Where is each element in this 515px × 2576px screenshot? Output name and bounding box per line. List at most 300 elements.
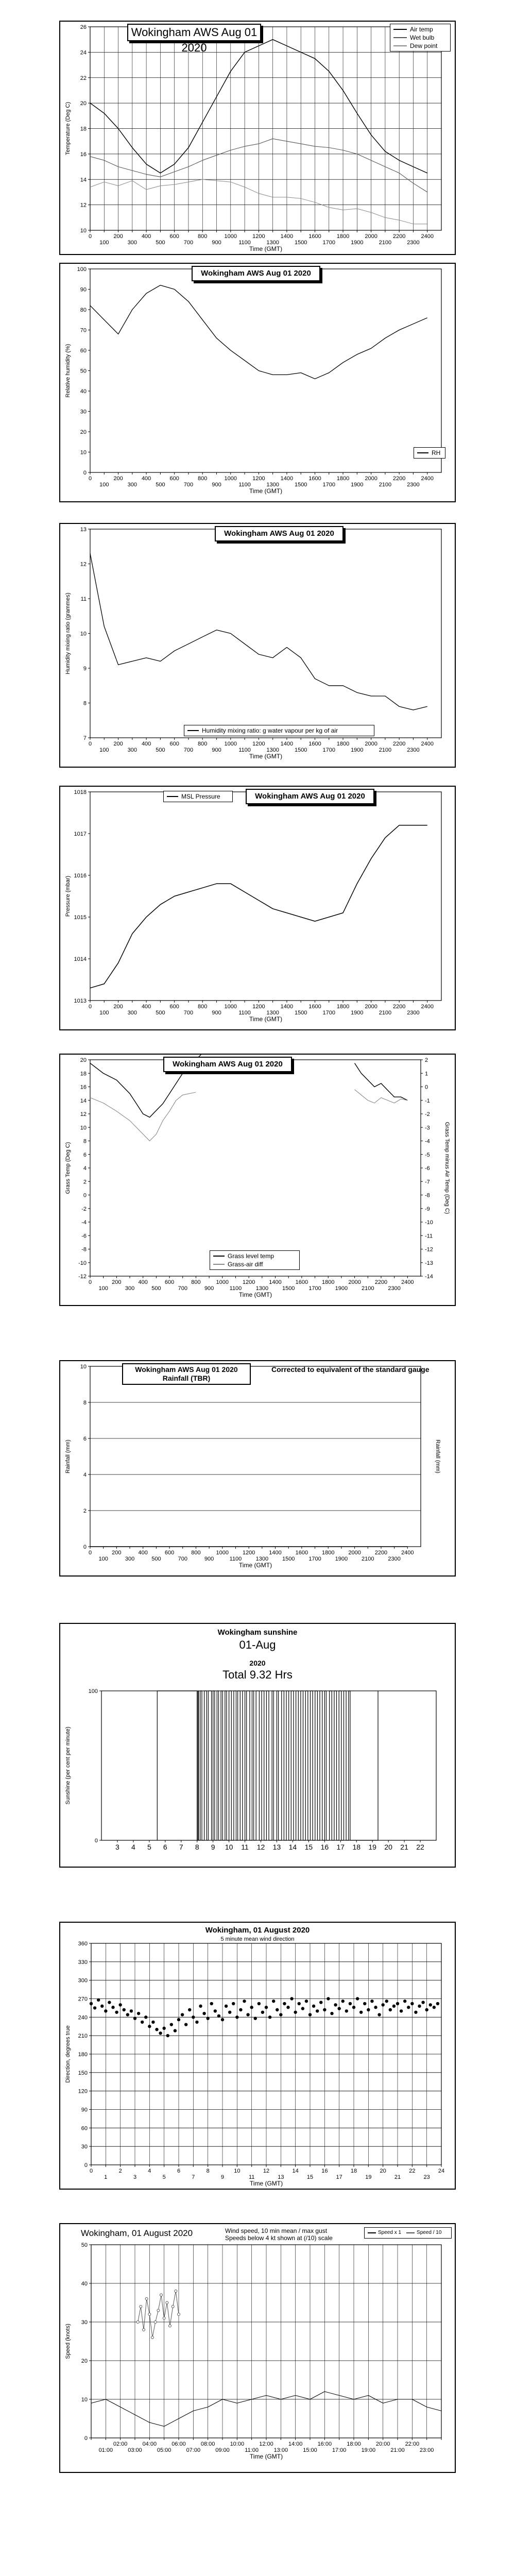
x-tick-label: 0 [88, 476, 92, 482]
x-tick-label: 2100 [379, 482, 392, 488]
x-tick-label: 0 [88, 233, 92, 240]
data-point [175, 2290, 177, 2293]
y-axis [65, 789, 90, 1004]
y-tick-label: 1014 [74, 956, 87, 962]
data-point [268, 2015, 271, 2019]
x-axis [91, 2438, 441, 2460]
y-tick-label: 60 [80, 348, 87, 354]
x-tick-label: 600 [169, 741, 179, 747]
data-point [246, 2013, 249, 2016]
x-tick-label: 800 [198, 476, 208, 482]
x-tick-label: 100 [98, 1285, 108, 1292]
x-tick-label: 2200 [374, 1279, 388, 1285]
data-point [206, 2017, 209, 2020]
legend-item: Humidity mixing ratio: g water vapour per kg of air [187, 726, 371, 735]
y-axis-label: Grass Temp (Deg C) [65, 1142, 71, 1194]
x-tick-label: 11 [248, 2174, 255, 2180]
x-tick-label: 2300 [407, 482, 420, 488]
y-axis-label-right: Rainfall (mm) [435, 1439, 441, 1473]
y-tick-label: 4 [83, 1165, 87, 1172]
chart-date: 01-Aug [239, 1638, 276, 1651]
x-tick-label: 12 [256, 1843, 265, 1851]
y-tick-label: 90 [81, 2107, 88, 2113]
x-tick-label: 15:00 [303, 2447, 317, 2453]
y-tick-label: 80 [80, 307, 87, 313]
x-tick-label: 1400 [280, 1004, 294, 1010]
x-tick-label: 900 [212, 1010, 221, 1016]
data-point [377, 2013, 381, 2016]
data-point [141, 2021, 144, 2024]
x-tick-label: 17:00 [332, 2447, 347, 2453]
x-tick-label: 2000 [365, 1004, 377, 1010]
legend-item: Dew point [393, 42, 447, 50]
chart-title [122, 1363, 251, 1385]
x-tick-label: 400 [141, 741, 151, 747]
y-tick-label: 24 [80, 49, 87, 56]
x-tick-label: 1300 [266, 240, 279, 246]
x-tick-label: 24 [438, 2168, 445, 2174]
x-tick-label: 600 [164, 1279, 175, 1285]
data-point [151, 2021, 154, 2024]
plot-area [90, 1060, 421, 1276]
x-tick-label: 1600 [308, 741, 321, 747]
x-tick-label: 1700 [322, 482, 336, 488]
x-tick-label: 1600 [308, 1004, 321, 1010]
x-tick-label: 200 [112, 1550, 122, 1556]
data-point [157, 2309, 160, 2312]
x-tick-label: 1100 [238, 240, 251, 246]
x-tick-label: 1100 [238, 482, 251, 488]
data-point [118, 2003, 122, 2006]
x-tick-label: 1700 [322, 1010, 336, 1016]
data-point [171, 2306, 174, 2308]
data-point [239, 2008, 242, 2011]
data-point [210, 2002, 213, 2005]
chart-subtitle: Rainfall (TBR) [162, 1374, 211, 1382]
chart-year: 2020 [249, 1659, 266, 1667]
legend-item: Speed x 1 Speed / 10 [368, 2229, 448, 2237]
x-tick-label: 100 [99, 747, 109, 753]
x-tick-label: 1400 [280, 476, 294, 482]
x-tick-label: 1000 [224, 233, 237, 240]
x-tick-label: 9 [211, 1843, 215, 1851]
y-tick-label-right: -13 [425, 1260, 433, 1266]
x-tick-label: 1000 [224, 741, 237, 747]
data-point [286, 2006, 289, 2009]
x-tick-label: 2000 [348, 1279, 361, 1285]
data-point [228, 2011, 231, 2014]
y-tick-label: 90 [80, 286, 87, 293]
x-tick-label: 23 [423, 2174, 430, 2180]
x-tick-label: 1800 [336, 1004, 350, 1010]
x-axis [89, 472, 434, 495]
humidity-chart-panel [59, 263, 456, 502]
data-point [429, 2003, 432, 2006]
x-tick-label: 03:00 [128, 2447, 142, 2453]
x-tick-label: 0 [88, 741, 92, 747]
x-tick-label: 06:00 [171, 2441, 186, 2447]
x-axis [89, 1547, 414, 1569]
y-tick-label-right: 1 [425, 1071, 428, 1077]
y-tick-label: 22 [80, 75, 87, 81]
legend-item: Grass level temp [213, 1252, 296, 1260]
y-tick-label: 10 [80, 631, 87, 637]
y-tick-label: 20 [80, 1057, 87, 1063]
data-point [181, 2013, 184, 2016]
chart-title: Wokingham AWS Aug 01 2020 [215, 526, 344, 541]
data-point [155, 2028, 158, 2031]
x-tick-label: 16 [321, 2168, 328, 2174]
data-point [276, 2008, 279, 2011]
data-point [436, 2002, 439, 2005]
data-point [174, 2029, 177, 2032]
series-line [355, 1090, 408, 1103]
data-point [166, 2034, 169, 2037]
data-point [148, 2025, 151, 2028]
x-tick-label: 13 [272, 1843, 281, 1851]
x-tick-label: 900 [212, 747, 221, 753]
legend [364, 2227, 452, 2239]
data-point [356, 1997, 359, 2000]
chart-title: Wokingham sunshine [217, 1628, 298, 1637]
x-tick-label: 2300 [407, 240, 420, 246]
x-tick-label: 2200 [392, 1004, 406, 1010]
data-point [136, 2321, 139, 2324]
chart-title: Wokingham, 01 August 2020 [81, 2228, 193, 2238]
x-tick-label: 21:00 [390, 2447, 405, 2453]
x-tick-label: 18:00 [347, 2441, 361, 2447]
x-tick-label: 700 [178, 1556, 187, 1562]
x-axis [89, 230, 434, 252]
y-axis-label: Sunshine (per cent per minute) [65, 1726, 71, 1805]
data-point [385, 1999, 388, 2003]
y-axis [65, 2242, 91, 2442]
data-point [290, 1997, 293, 2000]
x-tick-label: 12 [263, 2168, 270, 2174]
y-axis-label: Rainfall (mm) [65, 1439, 71, 1473]
legend-item: Air temp [393, 25, 447, 33]
chart-note: Corrected to equivalent of the standard gauge [271, 1365, 430, 1374]
x-tick-label: 1300 [266, 747, 279, 753]
data-point [272, 1999, 275, 2003]
data-point [396, 2002, 399, 2005]
x-tick-label: 400 [138, 1279, 148, 1285]
x-tick-label: 21 [394, 2174, 401, 2180]
x-axis [89, 1276, 414, 1298]
y-tick-label: 40 [80, 388, 87, 395]
y-axis-label: Temperature (Deg C) [65, 101, 71, 156]
chart-title: Wokingham AWS Aug 01 2020 [192, 266, 320, 281]
data-point [202, 2012, 205, 2015]
y-tick-label: 100 [88, 1688, 98, 1694]
data-point [170, 2023, 173, 2026]
data-point [319, 2001, 322, 2004]
data-point [250, 2006, 253, 2009]
data-point [254, 2017, 257, 2020]
data-point [341, 1999, 345, 2003]
y-tick-label: 1017 [74, 831, 87, 837]
x-tick-label: 100 [99, 482, 109, 488]
x-tick-label: 07:00 [186, 2447, 201, 2453]
data-point [159, 2031, 162, 2035]
data-point [345, 2009, 348, 2012]
x-tick-label: 6 [163, 1843, 167, 1851]
data-point [367, 2008, 370, 2011]
y-tick-label: 10 [80, 1364, 87, 1370]
x-tick-label: 1800 [321, 1279, 335, 1285]
x-tick-label: 2 [118, 2168, 122, 2174]
x-tick-label: 1900 [335, 1556, 348, 1562]
x-tick-label: 2300 [388, 1556, 401, 1562]
x-tick-label: 2400 [401, 1550, 414, 1556]
chart-title: Wokingham, 01 August 2020 [205, 1926, 310, 1935]
x-tick-label: 900 [212, 240, 221, 246]
x-tick-label: 1000 [224, 1004, 237, 1010]
x-tick-label: 17 [336, 2174, 342, 2180]
x-tick-label: 400 [138, 1550, 148, 1556]
x-tick-label: 2200 [392, 233, 406, 240]
x-tick-label: 9 [220, 2174, 225, 2180]
x-tick-label: 1900 [351, 1010, 364, 1016]
x-tick-label: 04:00 [142, 2441, 157, 2447]
x-tick-label: 8 [206, 2168, 210, 2174]
x-tick-label: 13:00 [273, 2447, 288, 2453]
data-point [199, 2005, 202, 2008]
data-point [403, 1999, 406, 2003]
y-tick-label: 20 [80, 100, 87, 107]
chart-title: Wokingham AWS Aug 01 2020 [163, 1057, 292, 1072]
x-tick-label: 1800 [336, 233, 350, 240]
data-point [327, 1997, 330, 2000]
x-tick-label: 4 [148, 2168, 151, 2174]
series-line [355, 1063, 408, 1100]
x-tick-label: 800 [191, 1279, 201, 1285]
x-tick-label: 800 [198, 1004, 208, 1010]
y-tick-label: 8 [83, 1400, 87, 1406]
x-tick-label: 18 [352, 1843, 361, 1851]
data-point [308, 2013, 312, 2016]
data-point [221, 2018, 224, 2021]
data-point [144, 2015, 147, 2019]
data-point [407, 2006, 410, 2009]
data-point [305, 1999, 308, 2003]
data-point [359, 2011, 363, 2014]
x-tick-label: 5 [147, 1843, 151, 1851]
y-tick-label: 8 [83, 1138, 87, 1145]
y-tick-label-right: -12 [425, 1246, 433, 1253]
x-tick-label: 1100 [229, 1556, 242, 1562]
data-point [93, 2006, 96, 2009]
x-tick-label: 1000 [224, 476, 237, 482]
plot-area [90, 1366, 421, 1547]
x-tick-label: 20 [384, 1843, 392, 1851]
wind-direction-chart-panel [59, 1922, 456, 2190]
data-point [389, 2008, 392, 2011]
x-tick-label: 2400 [421, 233, 434, 240]
x-axis-label: Time (GMT) [238, 1562, 272, 1569]
x-tick-label: 1500 [294, 1010, 307, 1016]
x-tick-label: 1600 [295, 1550, 308, 1556]
x-tick-label: 400 [141, 233, 151, 240]
x-tick-label: 600 [169, 476, 179, 482]
x-tick-label: 1 [104, 2174, 108, 2180]
legend [163, 791, 233, 802]
chart-title: Wokingham AWS Aug 01 2020 [127, 24, 261, 41]
data-point [374, 2006, 377, 2009]
data-point [235, 2015, 238, 2019]
data-point [115, 2011, 118, 2014]
x-tick-label: 0 [88, 1279, 92, 1285]
x-tick-label: 2400 [401, 1279, 414, 1285]
y-tick-label: 330 [78, 1959, 88, 1965]
y-tick-label: -12 [78, 1274, 87, 1280]
x-tick-label: 20 [380, 2168, 386, 2174]
x-tick-label: 2100 [379, 747, 392, 753]
y-tick-label: 30 [80, 409, 87, 415]
x-tick-label: 15 [306, 2174, 314, 2180]
data-point [111, 2006, 114, 2009]
legend [210, 1250, 300, 1270]
series-line [90, 553, 427, 710]
data-point [166, 2301, 168, 2304]
y-tick-label: -4 [81, 1219, 87, 1226]
y-tick-label: 0 [83, 1192, 87, 1199]
y-tick-label: 50 [80, 368, 87, 375]
y-tick-label: 18 [80, 126, 87, 132]
legend-item: Grass-air diff [213, 1260, 296, 1268]
wind-direction-chart [60, 1923, 455, 2189]
y-tick-label: 0 [84, 2162, 88, 2168]
x-tick-label: 5 [162, 2174, 166, 2180]
rainfall-chart-panel [59, 1360, 456, 1577]
y-tick-label: 2 [83, 1179, 87, 1185]
wind-speed-chart-panel [59, 2223, 456, 2473]
chart-total: Total 9.32 Hrs [222, 1668, 293, 1681]
y-tick-label: 18 [80, 1071, 87, 1077]
data-point [352, 2006, 355, 2009]
x-tick-label: 900 [212, 482, 221, 488]
y-tick-label: 13 [80, 527, 87, 533]
y-tick-label: 300 [78, 1977, 88, 1984]
x-tick-label: 300 [127, 747, 138, 753]
y-tick-label: 360 [78, 1941, 88, 1947]
data-point [261, 2011, 264, 2014]
chart-title: Wokingham AWS Aug 01 2020 [246, 789, 374, 804]
data-point [217, 2014, 220, 2018]
x-tick-label: 8 [195, 1843, 199, 1851]
y-axis [65, 266, 90, 476]
x-tick-label: 1400 [280, 233, 294, 240]
x-tick-label: 1900 [351, 482, 364, 488]
grid [91, 1943, 441, 2165]
data-point [188, 2008, 191, 2011]
x-tick-label: 300 [125, 1556, 135, 1562]
chart-note: Wind speed, 10 min mean / max gust [225, 2227, 328, 2234]
x-tick-label: 700 [178, 1285, 187, 1292]
x-tick-label: 4 [131, 1843, 135, 1851]
data-point [301, 2007, 304, 2010]
grid [90, 27, 441, 230]
data-point [298, 2002, 301, 2005]
sunshine-chart-panel [59, 1623, 456, 1868]
x-tick-label: 1000 [216, 1550, 229, 1556]
x-tick-label: 1500 [294, 240, 307, 246]
x-tick-label: 1800 [321, 1550, 335, 1556]
data-point [90, 2002, 93, 2005]
x-tick-label: 1400 [269, 1550, 282, 1556]
data-point [316, 2009, 319, 2012]
x-tick-label: 11:00 [245, 2447, 259, 2453]
data-point [243, 1999, 246, 2003]
x-tick-label: 300 [127, 240, 138, 246]
y-tick-label: 26 [80, 24, 87, 30]
data-point [381, 2003, 384, 2006]
x-tick-label: 900 [204, 1556, 214, 1562]
y-tick-label: 12 [80, 561, 87, 568]
x-tick-label: 2100 [379, 240, 392, 246]
x-tick-label: 400 [141, 1004, 151, 1010]
data-point [400, 2009, 403, 2012]
x-tick-label: 100 [99, 1010, 109, 1016]
x-tick-label: 600 [169, 233, 179, 240]
x-axis-label: Time (GMT) [249, 245, 283, 252]
x-tick-label: 1300 [255, 1556, 269, 1562]
data-point [214, 2009, 217, 2012]
data-point [294, 2011, 297, 2014]
y-tick-label-right: -10 [425, 1219, 433, 1226]
x-tick-label: 1200 [242, 1279, 255, 1285]
x-tick-label: 100 [99, 240, 109, 246]
data-point [143, 2329, 145, 2331]
y-tick-label: 6 [83, 1151, 87, 1158]
x-tick-label: 1000 [216, 1279, 229, 1285]
x-axis [90, 2165, 444, 2187]
y-tick-label: 8 [83, 700, 87, 707]
y-tick-label: 50 [81, 2242, 88, 2248]
x-tick-label: 1500 [282, 1556, 295, 1562]
x-tick-label: 1600 [308, 476, 321, 482]
x-tick-label: 14 [292, 2168, 299, 2174]
x-tick-label: 200 [113, 476, 123, 482]
x-tick-label: 1600 [308, 233, 321, 240]
x-tick-label: 11 [241, 1843, 249, 1851]
x-tick-label: 500 [151, 1285, 161, 1292]
x-tick-label: 08:00 [200, 2441, 215, 2447]
x-axis-label: Time (GMT) [249, 2180, 283, 2187]
y-tick-label: 70 [80, 327, 87, 334]
x-tick-label: 1700 [308, 1556, 321, 1562]
legend [184, 725, 374, 736]
data-point [363, 2002, 366, 2005]
y-axis [65, 1941, 91, 2168]
y-tick-label: 16 [80, 1084, 87, 1091]
x-axis [115, 1840, 424, 1851]
data-point [392, 2005, 396, 2008]
x-tick-label: 14 [288, 1843, 297, 1851]
x-tick-label: 0 [89, 2168, 93, 2174]
x-tick-label: 2400 [421, 741, 434, 747]
y-axis-label: Direction, degrees true [65, 2025, 71, 2083]
y-axis [65, 1688, 101, 1844]
x-tick-label: 700 [183, 240, 194, 246]
y-tick-label: 0 [83, 1544, 87, 1550]
x-tick-label: 2000 [365, 741, 377, 747]
x-tick-label: 16 [320, 1843, 329, 1851]
x-tick-label: 1800 [336, 476, 350, 482]
x-tick-label: 1200 [252, 476, 265, 482]
x-tick-label: 600 [164, 1550, 175, 1556]
y-tick-label: -8 [81, 1246, 87, 1253]
